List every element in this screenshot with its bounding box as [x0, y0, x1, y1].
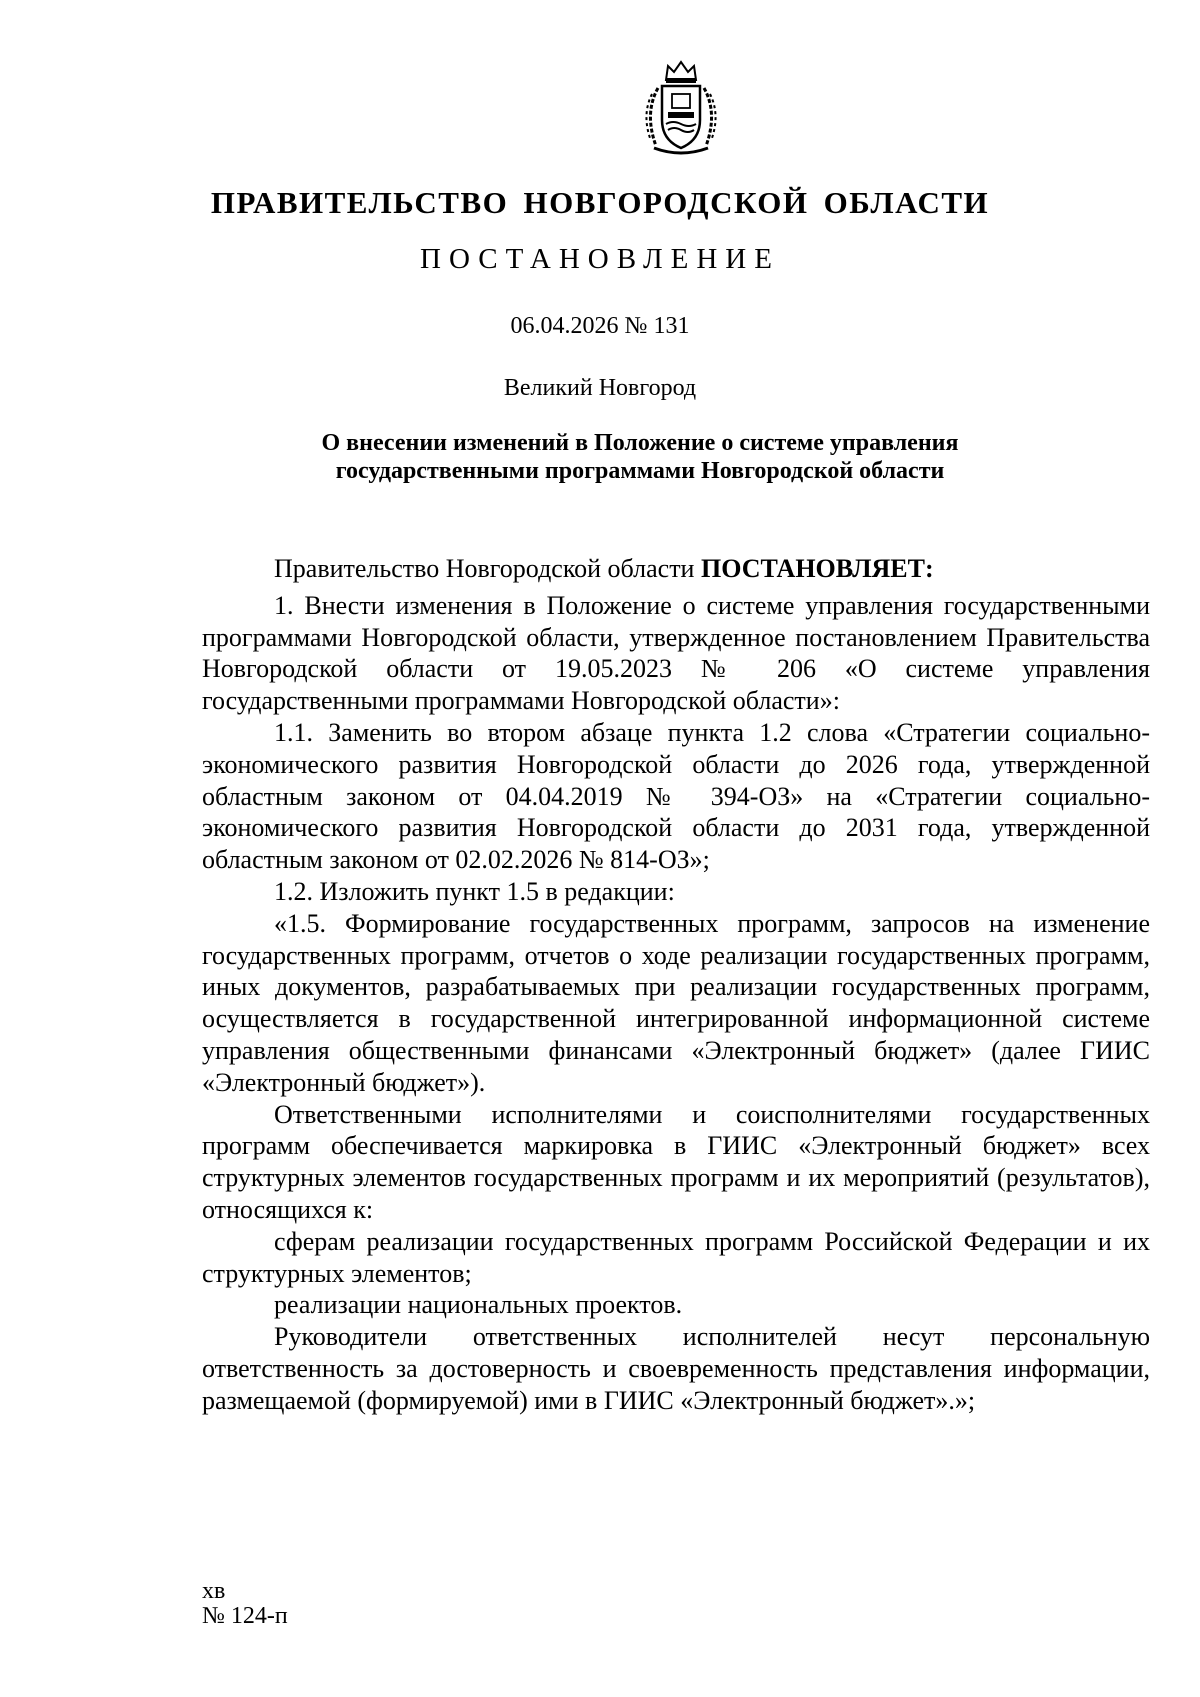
organization-name: ПРАВИТЕЛЬСТВО НОВГОРОДСКОЙ ОБЛАСТИ [210, 185, 990, 220]
document-body [202, 553, 1150, 1417]
paragraph-national-projects: реализации национальных проектов. [274, 1290, 683, 1320]
document-type: ПОСТАНОВЛЕНИЕ [420, 243, 780, 275]
coat-of-arms-icon [638, 58, 724, 160]
title-line-2: государственными программами Новгородской области [335, 458, 945, 484]
paragraph-1-5: «1.5. Формирование государственных программ, запросов на изменение государственных программ, отчетов о ходе реализации государственных программ, иных документов, разрабатываемых при реализации государственных программ, осуществляется в государственной интегрированной информационной системе управления общественными финансами «Электронный бюджет» (далее ГИИС «Электронный бюджет»). [202, 908, 1150, 1097]
document-title [260, 429, 1020, 485]
footer-marks [202, 1579, 288, 1629]
paragraph-heads: Руководители ответственных исполнителей несут персональную ответственность за достоверность и своевременность представления информации, размещаемой (формируемой) ими в ГИИС «Электронный бюджет».»; [202, 1322, 1150, 1415]
footer-initials: хв [202, 1578, 226, 1604]
paragraph-spheres: сферам реализации государственных программ Российской Федерации и их структурных элементов; [202, 1226, 1150, 1288]
paragraph-1-2: 1.2. Изложить пункт 1.5 в редакции: [274, 876, 675, 906]
footer-registration: № 124-п [202, 1603, 288, 1629]
paragraph-responsible: Ответственными исполнителями и соисполнителями государственных программ обеспечивается маркировка в ГИИС «Электронный бюджет» всех структурных элементов государственных программ и их мероприятий (результатов), относящихся к: [202, 1099, 1150, 1224]
title-line-1: О внесении изменений в Положение о системе управления [321, 430, 959, 456]
document-date-number: 06.04.2026 № 131 [510, 313, 690, 339]
paragraph-1: 1. Внести изменения в Положение о системе управления государственными программами Новгородской области, утвержденное постановлением Правительства Новгородской области от 19.05.2023 № 206 «О системе управления государственными программами Новгородской области»: [202, 590, 1150, 716]
intro-paragraph [202, 553, 1150, 585]
intro-keyword: ПОСТАНОВЛЯЕТ: [700, 554, 934, 583]
paragraph-1-1: 1.1. Заменить во втором абзаце пункта 1.2 слова «Стратегии социально-экономического развития Новгородской области до 2026 года, утвержденной областным законом от 04.04.2019 № 394-ОЗ» на «Стратегии социально-экономического развития Новгородской области до 2031 года, утвержденной областным законом от 02.02.2026 № 814-ОЗ»; [202, 717, 1150, 875]
intro-text: Правительство Новгородской области [274, 554, 701, 583]
document-city: Великий Новгород [503, 375, 697, 401]
